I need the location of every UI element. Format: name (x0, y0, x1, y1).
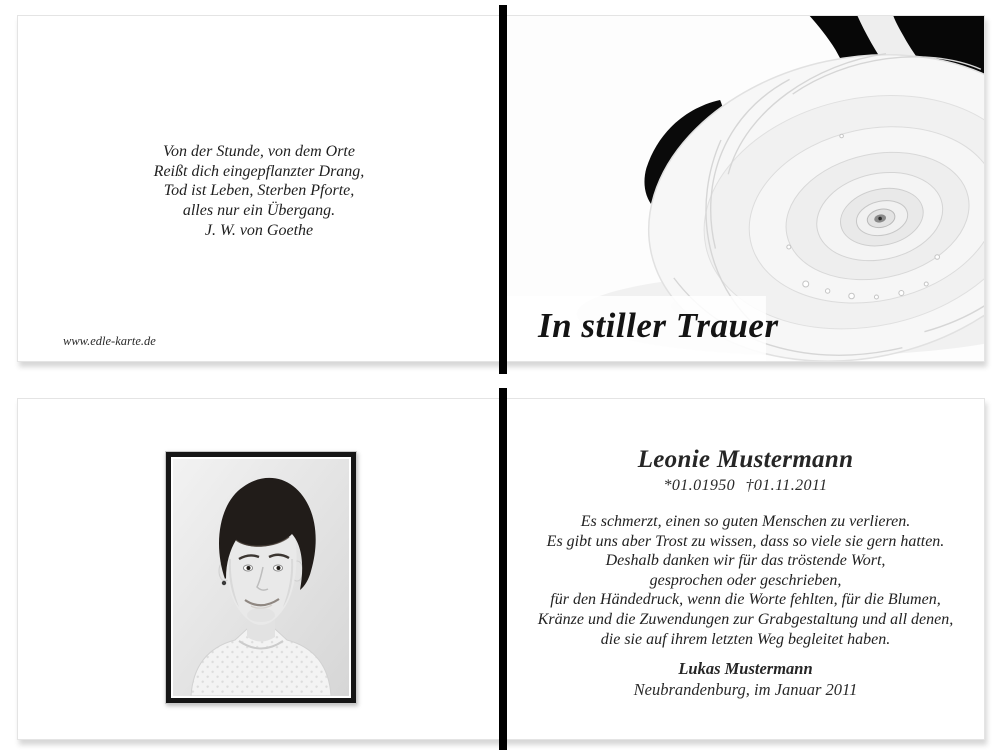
condolence-line: Deshalb danken wir für das tröstende Wort, (605, 552, 886, 570)
portrait-photo (173, 459, 349, 696)
memorial-name: Leonie Mustermann (637, 446, 854, 473)
signature-name: Lukas Mustermann (678, 659, 813, 678)
front-title: In stiller Trauer (538, 306, 779, 345)
poem-line: Tod ist Leben, Sterben Pforte, (163, 182, 355, 199)
condolence-line: für den Händedruck, wenn die Worte fehlten, für die Blumen, (550, 591, 941, 609)
poem-line: Reißt dich eingepflanzter Drang, (153, 162, 365, 180)
poem-line: Von der Stunde, von dem Orte (163, 143, 355, 160)
condolence-line: Es gibt uns aber Trost zu wissen, dass so viele sie gern hatten. (546, 532, 945, 550)
card-photo-page (18, 399, 500, 739)
portrait-frame (165, 451, 357, 704)
card-text-page (507, 399, 984, 739)
poem-author: J. W. von Goethe (204, 222, 314, 239)
website-watermark: www.edle-karte.de (63, 334, 156, 348)
card-inner-left-page (18, 16, 500, 361)
poem-line: alles nur ein Übergang. (182, 201, 336, 219)
poem (18, 142, 500, 241)
condolence-line: Kränze und die Zuwendungen zur Grabgestaltung und all denen, (537, 610, 954, 628)
condolence-line: die sie auf ihrem letzten Weg begleitet haben. (600, 630, 891, 648)
condolence-text (507, 512, 984, 649)
fold-divider-bottom (499, 388, 507, 750)
condolence-line: Es schmerzt, einen so guten Menschen zu verlieren. (580, 513, 911, 530)
condolence-line: gesprochen oder geschrieben, (649, 571, 842, 589)
card-front-page (507, 16, 984, 361)
memorial-dates: *01.01950 †01.11.2011 (663, 477, 828, 494)
fold-divider-top (499, 5, 507, 374)
signature-place: Neubrandenburg, im Januar 2011 (633, 680, 858, 699)
portrait-photo-mat (171, 457, 351, 698)
